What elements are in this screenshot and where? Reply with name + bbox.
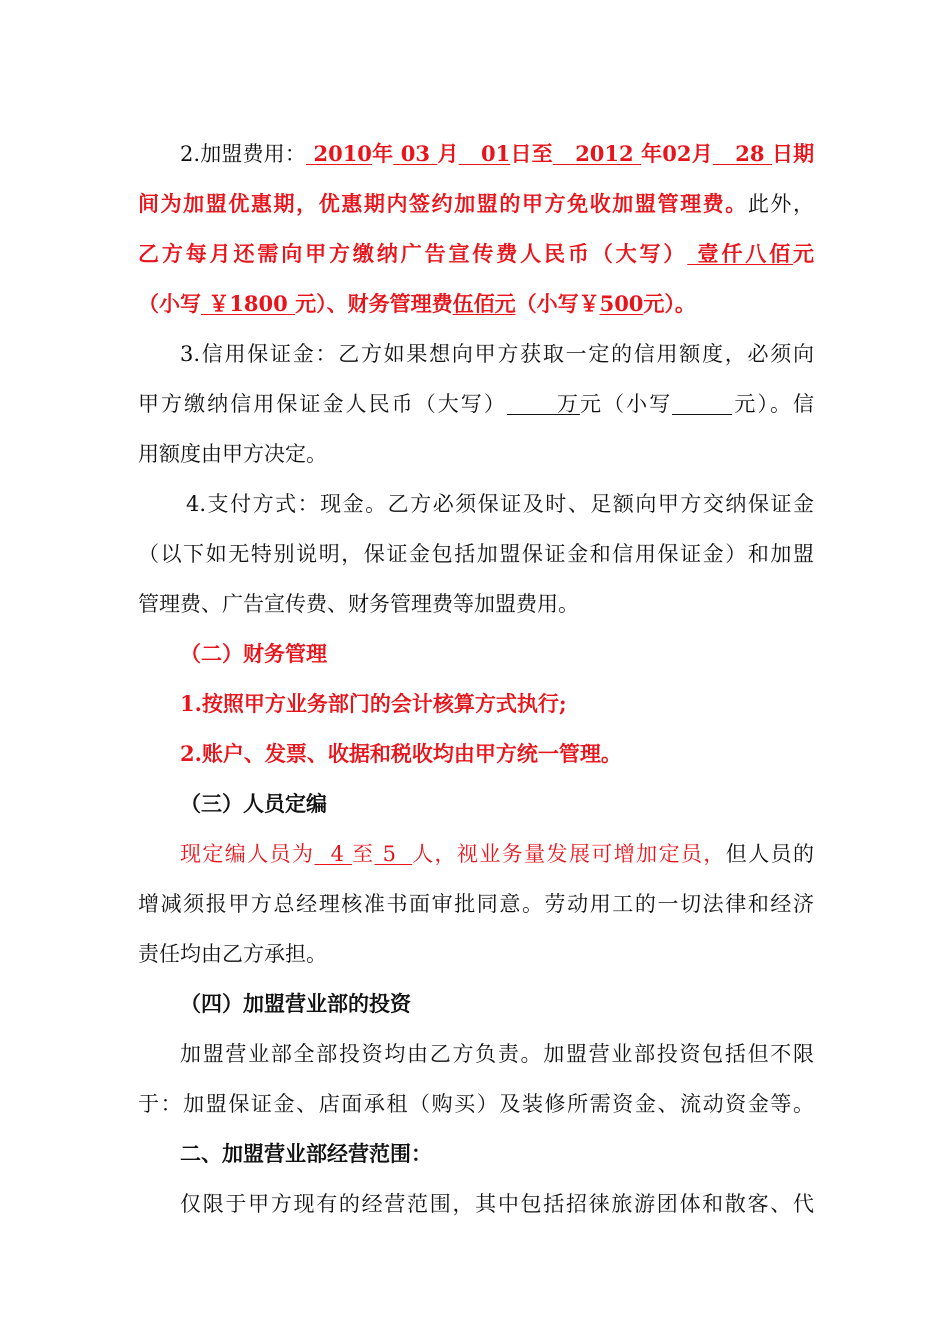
finance-item-1: 1.按照甲方业务部门的会计核算方式执行; <box>180 691 567 716</box>
fee-line-4: （小写 ￥1800 元）、财务管理费伍佰元（小写￥500元）。 <box>138 291 696 316</box>
fee-line-2: 间为加盟优惠期，优惠期内签约加盟的甲方免收加盟管理费。此外， <box>138 191 815 216</box>
fee-line-3: 乙方每月还需向甲方缴纳广告宣传费人民币（大写） 壹仟八佰元 <box>138 241 815 266</box>
ad-fee-words: 壹仟八佰 <box>697 241 794 266</box>
credit-words-blank <box>507 392 555 415</box>
payment-line-2: （以下如无特别说明，保证金包括加盟保证金和信用保证金）和加盟 <box>138 542 814 566</box>
start-month: 03 <box>400 141 430 166</box>
payment-line-3: 管理费、广告宣传费、财务管理费等加盟费用。 <box>138 592 579 616</box>
scope-heading: 二、加盟营业部经营范围： <box>180 1141 432 1166</box>
end-day: 28 <box>735 141 765 166</box>
investment-line-2: 于：加盟保证金、店面承租（购买）及装修所需资金、流动资金等。 <box>138 1092 814 1116</box>
mgmt-fee-words: 伍佰元 <box>452 291 516 316</box>
finance-heading: （二）财务管理 <box>180 641 327 666</box>
staff-line-3: 责任均由乙方承担。 <box>138 942 327 966</box>
end-month: 02 <box>662 141 692 166</box>
staff-line-1: 现定编人员为 4 至 5 人，视业务量发展可增加定员，但人员的 <box>180 842 815 866</box>
investment-heading: （四）加盟营业部的投资 <box>180 991 411 1016</box>
finance-item-2: 2.账户、发票、收据和税收均由甲方统一管理。 <box>180 741 622 766</box>
ad-fee-amount: ￥1800 <box>208 291 288 316</box>
staff-min: 4 <box>330 842 344 866</box>
credit-line-3: 用额度由甲方决定。 <box>138 442 327 466</box>
staff-line-2: 增减须报甲方总经理核准书面审批同意。劳动用工的一切法律和经济 <box>138 892 814 916</box>
scope-line-1: 仅限于甲方现有的经营范围，其中包括招徕旅游团体和散客、代 <box>180 1192 814 1216</box>
credit-amount-blank <box>672 392 732 415</box>
credit-line-1: 3.信用保证金：乙方如果想向甲方获取一定的信用额度，必须向 <box>180 342 814 366</box>
mgmt-fee-amount: 500 <box>599 291 644 316</box>
credit-line-2: 甲方缴纳信用保证金人民币（大写） 万元（小写 元）。信 <box>138 392 815 416</box>
end-year: 2012 <box>575 141 634 166</box>
start-year: 2010 <box>313 141 372 166</box>
staff-heading: （三）人员定编 <box>180 791 327 816</box>
start-day: 01 <box>481 141 511 166</box>
payment-line-1: 4.支付方式：现金。乙方必须保证及时、足额向甲方交纳保证金 <box>186 492 814 516</box>
staff-max: 5 <box>382 842 396 866</box>
investment-line-1: 加盟营业部全部投资均由乙方负责。加盟营业部投资包括但不限 <box>180 1042 814 1066</box>
fee-line-1: 2.加盟费用： 2010年 03 月 01日至 2012 年02月 28 日期 <box>180 141 815 166</box>
